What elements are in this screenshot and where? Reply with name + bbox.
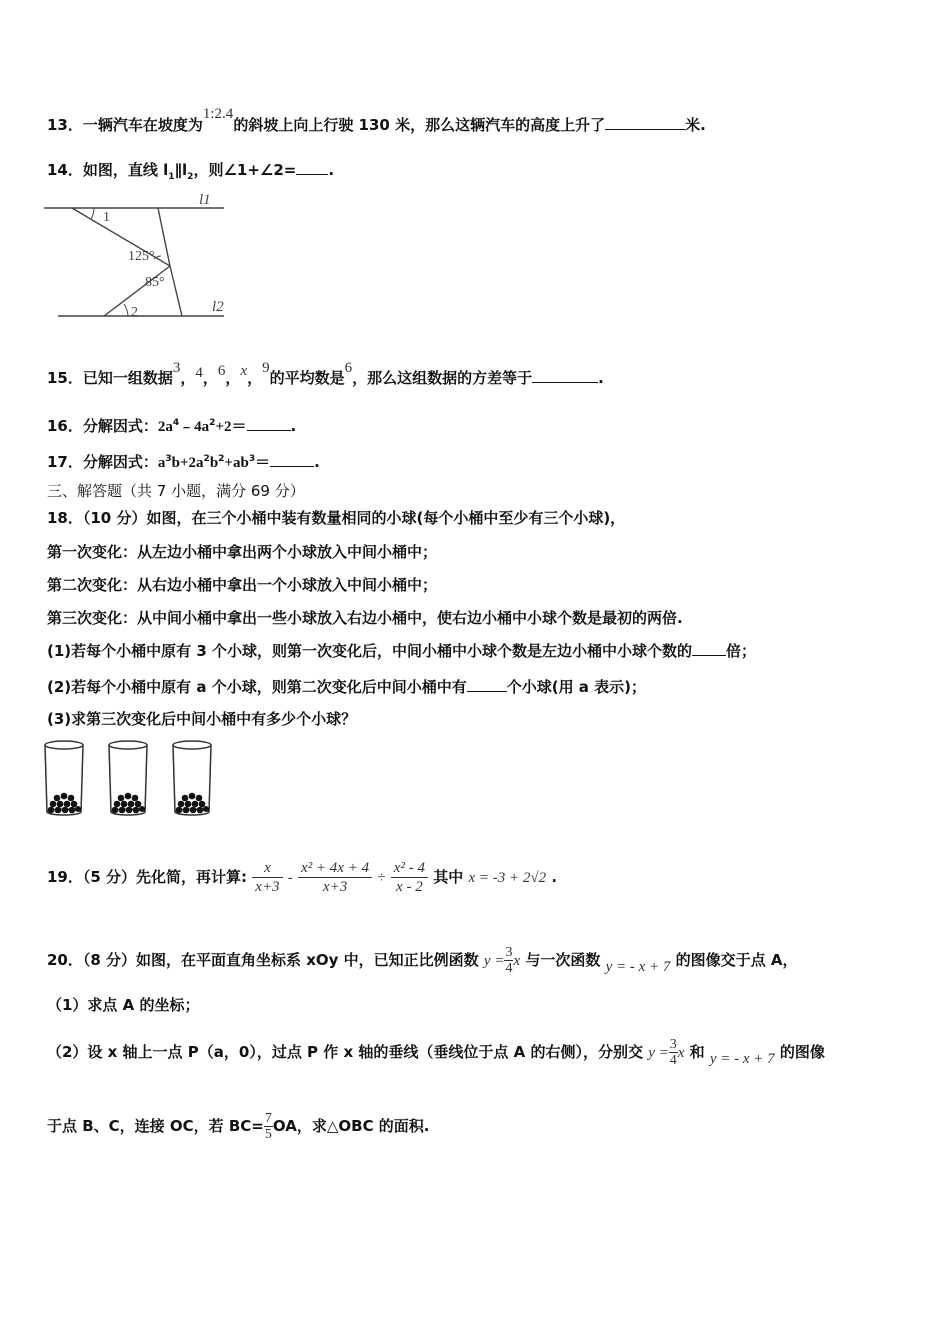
- q20-line-4: 于点 B、C，连接 OC，若 BC= $\frac{7}{5}$ OA，求△OBC 的面积.: [47, 1111, 430, 1142]
- question-15: 15．已知一组数据3，4，6，x，9的平均数是6，那么这组数据的方差等于 .: [47, 360, 604, 387]
- q18-line-2: 第一次变化：从左边小桶中拿出两个小球放入中间小桶中；: [47, 543, 438, 561]
- question-14: 14．如图，直线 $l_1\parallel l_2$，则∠1+∠2= .: [47, 161, 335, 182]
- question-number: 16．: [47, 417, 83, 435]
- buckets-figure: [42, 738, 222, 820]
- bucket-middle: [109, 741, 147, 815]
- answer-blank: [605, 115, 685, 130]
- bucket-left: [45, 741, 83, 815]
- bucket-right: [173, 741, 211, 815]
- answer-blank: [692, 641, 726, 656]
- q18-line-3: 第二次变化：从右边小桶中拿出一个小球放入中间小桶中；: [47, 576, 438, 594]
- x-value: x = -3 + 2√2: [468, 870, 547, 886]
- answer-blank: [532, 368, 598, 383]
- angle-85-label: 85°: [145, 275, 165, 290]
- angle1-arc: [91, 208, 94, 219]
- angle-125-label: 125°: [128, 249, 155, 264]
- answer-blank: [467, 677, 507, 692]
- question-number: 13．: [47, 116, 83, 134]
- angle-2-label: 2: [131, 305, 138, 320]
- transversal-3: [170, 266, 182, 316]
- q18-line-1: 18．（10 分）如图，在三个小桶中装有数量相同的小球(每个小桶中至少有三个小球)，: [47, 509, 626, 527]
- transversal-2: [158, 208, 170, 266]
- q18-line-4: 第三次变化：从中间小桶中拿出一些小球放入右边小桶中，使右边小桶中小球个数是最初的两倍.: [47, 609, 683, 627]
- answer-blank: [296, 160, 328, 175]
- question-13: 13．一辆汽车在坡度为1:2.4的斜坡上向上行驶 130 米，那么这辆汽车的高度上升了 米.: [47, 106, 706, 134]
- answer-blank: [270, 452, 314, 467]
- question-16: 16．分解因式：$2a^4﹣4a^2+2=$ .: [47, 417, 297, 435]
- fraction-3: $\frac{\text{x² - 4}}{x - 2}$: [391, 859, 428, 896]
- label-l1: l1: [199, 192, 211, 208]
- q18-line-7: (3)求第三次变化后中间小桶中有多少个小球？: [47, 710, 357, 728]
- fraction-1: $\frac{x}{x+3}$: [252, 859, 282, 896]
- question-number: 17．: [47, 453, 83, 471]
- question-number: 14．: [47, 161, 83, 179]
- question-number: 15．: [47, 369, 83, 387]
- fraction-2: $\frac{\text{x² + 4x + 4}}{x+3}$: [298, 859, 372, 896]
- q18-line-5: (1)若每个小桶中原有 3 个小球，则第一次变化后，中间小桶中小球个数是左边小桶中小球个数的 倍；: [47, 642, 757, 660]
- q18-line-6: (2)若每个小桶中原有 a 个小球，则第二次变化后中间小桶中有 个小球(用 a 表示)；: [47, 678, 646, 696]
- label-l2: l2: [212, 299, 224, 315]
- question-19: 19．（5 分）先化简，再计算: $\frac{x}{x+3}$ - $\frac{\text{x² + 4x + 4}}{x+3}$ ÷ $\frac{\text{x² - 4}}{x - 2}$ 其中 x = -3 + 2√2 .: [47, 860, 558, 895]
- section-heading: 三、解答题（共 7 小题，满分 69 分）: [47, 482, 305, 500]
- q20-line-2: （1）求点 A 的坐标；: [47, 996, 200, 1014]
- q20-line-1: 20．（8 分）如图，在平面直角坐标系 xOy 中，已知正比例函数 y = $\frac{3}{4}$ x 与一次函数 y = - x + 7 的图像交于点 A，: [47, 945, 798, 976]
- angle2-arc: [124, 304, 128, 316]
- answer-blank: [247, 416, 291, 431]
- q20-line-3: （2）设 x 轴上一点 P（a，0），过点 P 作 x 轴的垂线（垂线位于点 A 的右侧），分别交 y = $\frac{3}{4}$ x 和 y = - x + 7 的图像: [47, 1037, 825, 1068]
- question-17: 17．分解因式：$a^3b+2a^2b^2+ab^3=$ .: [47, 453, 320, 471]
- angle-1-label: 1: [103, 210, 110, 225]
- parallel-lines-figure: [44, 190, 229, 322]
- slope-ratio: 1:2.4: [202, 106, 234, 122]
